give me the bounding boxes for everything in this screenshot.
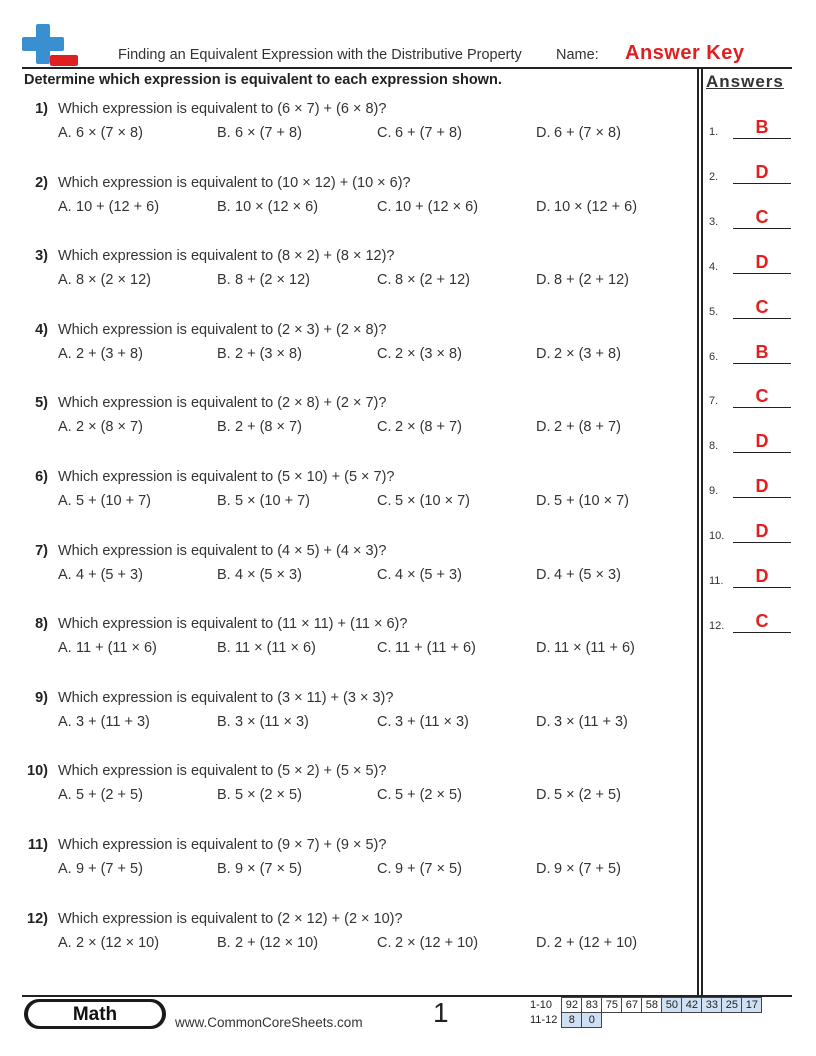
answer-number: 5. bbox=[709, 305, 719, 318]
question-number: 2) bbox=[35, 174, 48, 191]
answer-row bbox=[709, 476, 793, 499]
answer-blank-line bbox=[733, 542, 791, 543]
score-cell: 83 bbox=[582, 998, 602, 1013]
option-expression: 4 + (5 × 3) bbox=[554, 566, 621, 583]
answer-option bbox=[536, 861, 621, 877]
option-letter: A. bbox=[58, 419, 72, 436]
option-letter: C. bbox=[377, 934, 392, 951]
answer-value: D bbox=[755, 566, 769, 586]
option-expression: 10 × (12 × 6) bbox=[235, 198, 319, 215]
question-number: 5) bbox=[35, 395, 48, 412]
question-number: 12) bbox=[27, 910, 48, 927]
option-letter: A. bbox=[58, 566, 72, 583]
answer-option bbox=[377, 787, 462, 803]
answer-option bbox=[58, 714, 150, 730]
answer-row bbox=[709, 610, 793, 634]
answer-option bbox=[377, 125, 462, 141]
answer-option bbox=[536, 567, 621, 583]
answer-number: 6. bbox=[709, 350, 719, 363]
answer-blank-line bbox=[733, 587, 791, 588]
question-number: 11) bbox=[27, 837, 48, 853]
option-letter: B. bbox=[217, 345, 231, 362]
option-letter: A. bbox=[58, 345, 72, 362]
option-expression: 2 + (3 + 8) bbox=[76, 345, 143, 362]
answer-option bbox=[377, 493, 470, 509]
question-text: Which expression is equivalent to (2 × 3) + (2 × 8)? bbox=[58, 321, 387, 338]
answer-value: D bbox=[755, 251, 769, 272]
option-letter: D. bbox=[536, 125, 551, 141]
answer-option bbox=[536, 272, 629, 288]
option-letter: D. bbox=[536, 787, 551, 804]
option-letter: A. bbox=[58, 787, 72, 804]
answer-option bbox=[536, 714, 628, 730]
option-expression: 5 + (2 + 5) bbox=[76, 787, 143, 804]
answer-row bbox=[709, 161, 793, 185]
answer-option bbox=[377, 346, 462, 362]
option-expression: 3 × (11 + 3) bbox=[554, 713, 628, 730]
answer-row bbox=[709, 117, 793, 140]
answer-option bbox=[377, 272, 470, 288]
answer-option bbox=[217, 567, 302, 583]
option-letter: B. bbox=[217, 419, 231, 436]
question-number: 8) bbox=[35, 616, 48, 633]
option-letter: A. bbox=[58, 125, 72, 141]
answer-option bbox=[217, 346, 302, 362]
answer-blank-line bbox=[733, 632, 791, 633]
answer-number: 8. bbox=[709, 440, 719, 453]
answers-heading: Answers bbox=[706, 72, 784, 91]
answer-value: D bbox=[755, 476, 769, 497]
option-expression: 2 + (8 + 7) bbox=[554, 419, 621, 436]
answer-option bbox=[377, 714, 469, 730]
question-number: 7) bbox=[35, 542, 48, 559]
answer-number: 12. bbox=[709, 619, 725, 632]
answer-number: 11. bbox=[709, 575, 724, 587]
answer-row bbox=[709, 566, 793, 589]
answer-value: D bbox=[755, 431, 769, 452]
answer-number: 4. bbox=[709, 260, 719, 273]
subject-badge-label: Math bbox=[28, 1002, 162, 1026]
score-cell: 25 bbox=[722, 998, 742, 1013]
answer-option bbox=[58, 199, 159, 215]
answer-option bbox=[536, 125, 621, 141]
question-text: Which expression is equivalent to (4 × 5) + (4 × 3)? bbox=[58, 542, 387, 559]
score-row bbox=[528, 998, 762, 1013]
answer-option bbox=[58, 640, 157, 656]
option-expression: 4 × (5 × 3) bbox=[235, 566, 302, 583]
question-text: Which expression is equivalent to (3 × 11) + (3 × 3)? bbox=[58, 689, 394, 706]
answer-option bbox=[58, 493, 151, 509]
instructions: Determine which expression is equivalent to each expression shown. bbox=[24, 72, 502, 88]
question-text: Which expression is equivalent to (2 × 8) + (2 × 7)? bbox=[58, 395, 387, 412]
option-expression: 4 + (5 + 3) bbox=[76, 566, 143, 583]
option-letter: D. bbox=[536, 640, 551, 657]
answer-option bbox=[217, 787, 302, 803]
question-text: Which expression is equivalent to (6 × 7) + (6 × 8)? bbox=[58, 101, 387, 117]
question-text: Which expression is equivalent to (5 × 2) + (5 × 5)? bbox=[58, 763, 387, 780]
option-expression: 2 × (3 × 8) bbox=[395, 345, 462, 362]
option-expression: 8 × (2 × 12) bbox=[76, 272, 151, 289]
option-expression: 2 × (12 × 10) bbox=[76, 934, 160, 951]
answer-blank-line bbox=[733, 407, 791, 408]
option-expression: 2 × (3 + 8) bbox=[554, 345, 621, 362]
answer-blank-line bbox=[733, 497, 791, 498]
question-number: 10) bbox=[27, 763, 48, 780]
option-expression: 5 × (2 × 5) bbox=[235, 787, 302, 804]
answer-blank-line bbox=[733, 183, 791, 184]
option-expression: 11 + (11 × 6) bbox=[76, 640, 157, 657]
score-cell: 33 bbox=[702, 998, 722, 1013]
answer-row bbox=[709, 521, 793, 544]
option-letter: B. bbox=[217, 787, 231, 804]
option-letter: C. bbox=[377, 419, 392, 436]
answer-option bbox=[536, 787, 621, 803]
option-letter: D. bbox=[536, 493, 551, 509]
option-letter: A. bbox=[58, 713, 72, 730]
option-letter: A. bbox=[58, 198, 72, 215]
answer-number: 10. bbox=[709, 530, 725, 543]
answer-value: D bbox=[755, 521, 769, 542]
option-letter: D. bbox=[536, 198, 551, 215]
answer-option bbox=[58, 125, 143, 141]
answer-number: 7. bbox=[709, 395, 719, 408]
answer-option bbox=[536, 419, 621, 435]
question-text: Which expression is equivalent to (9 × 7) + (9 × 5)? bbox=[58, 837, 387, 853]
score-row bbox=[528, 1013, 762, 1028]
answer-row bbox=[709, 341, 793, 365]
answer-blank-line bbox=[733, 452, 791, 453]
answer-option bbox=[536, 493, 629, 509]
website-url: www.CommonCoreSheets.com bbox=[175, 1015, 363, 1030]
option-letter: D. bbox=[536, 713, 551, 730]
option-expression: 8 + (2 + 12) bbox=[554, 272, 629, 289]
answer-option bbox=[217, 419, 302, 435]
option-expression: 6 + (7 + 8) bbox=[395, 125, 462, 141]
answer-row bbox=[709, 431, 793, 454]
option-letter: A. bbox=[58, 934, 72, 951]
score-cell: 58 bbox=[642, 998, 662, 1013]
answer-option bbox=[536, 640, 635, 656]
option-letter: D. bbox=[536, 861, 551, 877]
score-cell: 0 bbox=[582, 1013, 602, 1028]
name-label: Name: bbox=[556, 47, 599, 63]
question-text: Which expression is equivalent to (5 × 10) + (5 × 7)? bbox=[58, 469, 395, 485]
answer-number: 3. bbox=[709, 215, 719, 228]
answer-value: C bbox=[755, 206, 769, 227]
option-expression: 9 × (7 + 5) bbox=[554, 861, 621, 877]
score-cell: 67 bbox=[622, 998, 642, 1013]
option-expression: 9 + (7 + 5) bbox=[76, 861, 143, 877]
question-number: 6) bbox=[35, 469, 48, 485]
score-cell: 92 bbox=[562, 998, 582, 1013]
answer-value: C bbox=[755, 610, 769, 631]
answer-option bbox=[377, 567, 462, 583]
option-expression: 5 + (10 + 7) bbox=[76, 493, 151, 509]
option-expression: 2 + (12 + 10) bbox=[554, 934, 638, 951]
option-letter: C. bbox=[377, 198, 392, 215]
option-letter: B. bbox=[217, 934, 231, 951]
answer-number: 1. bbox=[709, 126, 719, 138]
option-letter: C. bbox=[377, 713, 392, 730]
answer-blank-line bbox=[733, 273, 791, 274]
option-expression: 5 + (2 × 5) bbox=[395, 787, 462, 804]
option-expression: 6 × (7 × 8) bbox=[76, 125, 143, 141]
option-letter: A. bbox=[58, 493, 72, 509]
answer-blank-line bbox=[733, 138, 791, 139]
score-cell: 42 bbox=[682, 998, 702, 1013]
option-expression: 6 × (7 + 8) bbox=[235, 125, 302, 141]
option-letter: C. bbox=[377, 272, 392, 289]
answer-value: B bbox=[755, 341, 769, 362]
option-letter: B. bbox=[217, 861, 231, 877]
answer-value: B bbox=[755, 117, 769, 137]
answer-value: C bbox=[755, 386, 769, 407]
score-cell: 50 bbox=[662, 998, 682, 1013]
answer-column-divider-inner bbox=[701, 67, 703, 996]
option-letter: C. bbox=[377, 787, 392, 804]
answer-option bbox=[217, 199, 318, 215]
question-number: 3) bbox=[35, 248, 48, 265]
option-letter: C. bbox=[377, 125, 392, 141]
option-expression: 5 × (10 + 7) bbox=[235, 493, 310, 509]
option-letter: C. bbox=[377, 345, 392, 362]
question-text: Which expression is equivalent to (8 × 2) + (8 × 12)? bbox=[58, 248, 395, 265]
subject-badge bbox=[24, 999, 166, 1029]
answer-option bbox=[217, 640, 316, 656]
option-expression: 3 + (11 × 3) bbox=[395, 713, 469, 730]
answer-option bbox=[217, 714, 309, 730]
option-expression: 9 × (7 × 5) bbox=[235, 861, 302, 877]
option-letter: D. bbox=[536, 934, 551, 951]
answer-option bbox=[217, 125, 302, 141]
answer-row bbox=[709, 251, 793, 275]
answer-row bbox=[709, 386, 793, 409]
option-letter: C. bbox=[377, 861, 392, 877]
answer-option bbox=[536, 935, 637, 951]
answer-option bbox=[217, 861, 302, 877]
option-expression: 5 × (2 + 5) bbox=[554, 787, 621, 804]
answer-blank-line bbox=[733, 363, 791, 364]
answer-option bbox=[377, 935, 478, 951]
answer-option bbox=[58, 935, 159, 951]
option-letter: A. bbox=[58, 861, 72, 877]
option-expression: 10 + (12 + 6) bbox=[76, 198, 160, 215]
option-expression: 11 × (11 + 6) bbox=[554, 640, 635, 657]
option-expression: 10 + (12 × 6) bbox=[395, 198, 479, 215]
answer-option bbox=[536, 199, 637, 215]
answer-value: D bbox=[755, 161, 769, 182]
option-expression: 5 × (10 × 7) bbox=[395, 493, 470, 509]
option-letter: D. bbox=[536, 419, 551, 436]
answer-key-label: Answer Key bbox=[625, 42, 745, 64]
score-cell: 17 bbox=[742, 998, 762, 1013]
option-letter: B. bbox=[217, 272, 231, 289]
option-letter: B. bbox=[217, 198, 231, 215]
answer-number: 9. bbox=[709, 485, 719, 498]
option-expression: 8 × (2 + 12) bbox=[395, 272, 470, 289]
option-expression: 9 + (7 × 5) bbox=[395, 861, 462, 877]
answer-option bbox=[536, 346, 621, 362]
option-letter: B. bbox=[217, 125, 231, 141]
option-letter: C. bbox=[377, 566, 392, 583]
answer-option bbox=[58, 272, 151, 288]
answer-option bbox=[58, 567, 143, 583]
option-expression: 4 × (5 + 3) bbox=[395, 566, 462, 583]
option-expression: 2 × (12 + 10) bbox=[395, 934, 479, 951]
option-expression: 11 × (11 × 6) bbox=[235, 640, 316, 657]
answer-number: 2. bbox=[709, 170, 719, 183]
option-letter: A. bbox=[58, 272, 72, 289]
answer-option bbox=[58, 346, 143, 362]
score-table bbox=[528, 997, 762, 1028]
answer-option bbox=[58, 419, 143, 435]
option-expression: 2 + (8 × 7) bbox=[235, 419, 302, 436]
question-number: 9) bbox=[35, 689, 48, 706]
option-expression: 2 + (3 × 8) bbox=[235, 345, 302, 362]
worksheet-title: Finding an Equivalent Expression with the Distributive Property bbox=[118, 47, 522, 63]
option-letter: B. bbox=[217, 566, 231, 583]
answer-option bbox=[377, 640, 476, 656]
question-text: Which expression is equivalent to (2 × 12) + (2 × 10)? bbox=[58, 910, 403, 927]
score-cell: 75 bbox=[602, 998, 622, 1013]
question-text: Which expression is equivalent to (10 × 12) + (10 × 6)? bbox=[58, 174, 411, 191]
option-expression: 3 × (11 × 3) bbox=[235, 713, 309, 730]
answer-option bbox=[217, 272, 310, 288]
option-letter: C. bbox=[377, 640, 392, 657]
option-letter: B. bbox=[217, 493, 231, 509]
score-cell: 8 bbox=[562, 1013, 582, 1028]
option-letter: D. bbox=[536, 272, 551, 289]
option-expression: 5 + (10 × 7) bbox=[554, 493, 629, 509]
option-letter: C. bbox=[377, 493, 392, 509]
option-expression: 8 + (2 × 12) bbox=[235, 272, 310, 289]
header-divider bbox=[22, 67, 792, 69]
option-expression: 6 + (7 × 8) bbox=[554, 125, 621, 141]
answer-option bbox=[377, 199, 478, 215]
option-expression: 2 + (12 × 10) bbox=[235, 934, 319, 951]
option-letter: D. bbox=[536, 345, 551, 362]
answer-option bbox=[217, 935, 318, 951]
answer-blank-line bbox=[733, 228, 791, 229]
option-letter: D. bbox=[536, 566, 551, 583]
option-letter: A. bbox=[58, 640, 72, 657]
page-number: 1 bbox=[433, 997, 449, 1028]
option-expression: 11 + (11 + 6) bbox=[395, 640, 476, 657]
question-number: 1) bbox=[35, 101, 48, 117]
answer-option bbox=[58, 861, 143, 877]
answer-row bbox=[709, 296, 793, 320]
option-expression: 2 × (8 + 7) bbox=[395, 419, 462, 436]
score-row-label: 1-10 bbox=[530, 999, 553, 1011]
answer-row bbox=[709, 206, 793, 230]
answer-option bbox=[377, 419, 462, 435]
option-expression: 2 × (8 × 7) bbox=[76, 419, 143, 436]
plus-minus-logo-icon bbox=[22, 24, 78, 68]
answer-column-divider bbox=[697, 67, 699, 996]
score-row-label: 11-12 bbox=[530, 1014, 558, 1026]
option-expression: 10 × (12 + 6) bbox=[554, 198, 638, 215]
question-number: 4) bbox=[35, 321, 48, 338]
option-letter: B. bbox=[217, 713, 231, 730]
answer-value: C bbox=[755, 296, 769, 317]
option-expression: 3 + (11 + 3) bbox=[76, 713, 150, 730]
question-text: Which expression is equivalent to (11 × 11) + (11 × 6)? bbox=[58, 616, 408, 633]
answer-option bbox=[217, 493, 310, 509]
answer-blank-line bbox=[733, 318, 791, 319]
answer-option bbox=[377, 861, 462, 877]
option-letter: B. bbox=[217, 640, 231, 657]
answer-option bbox=[58, 787, 143, 803]
